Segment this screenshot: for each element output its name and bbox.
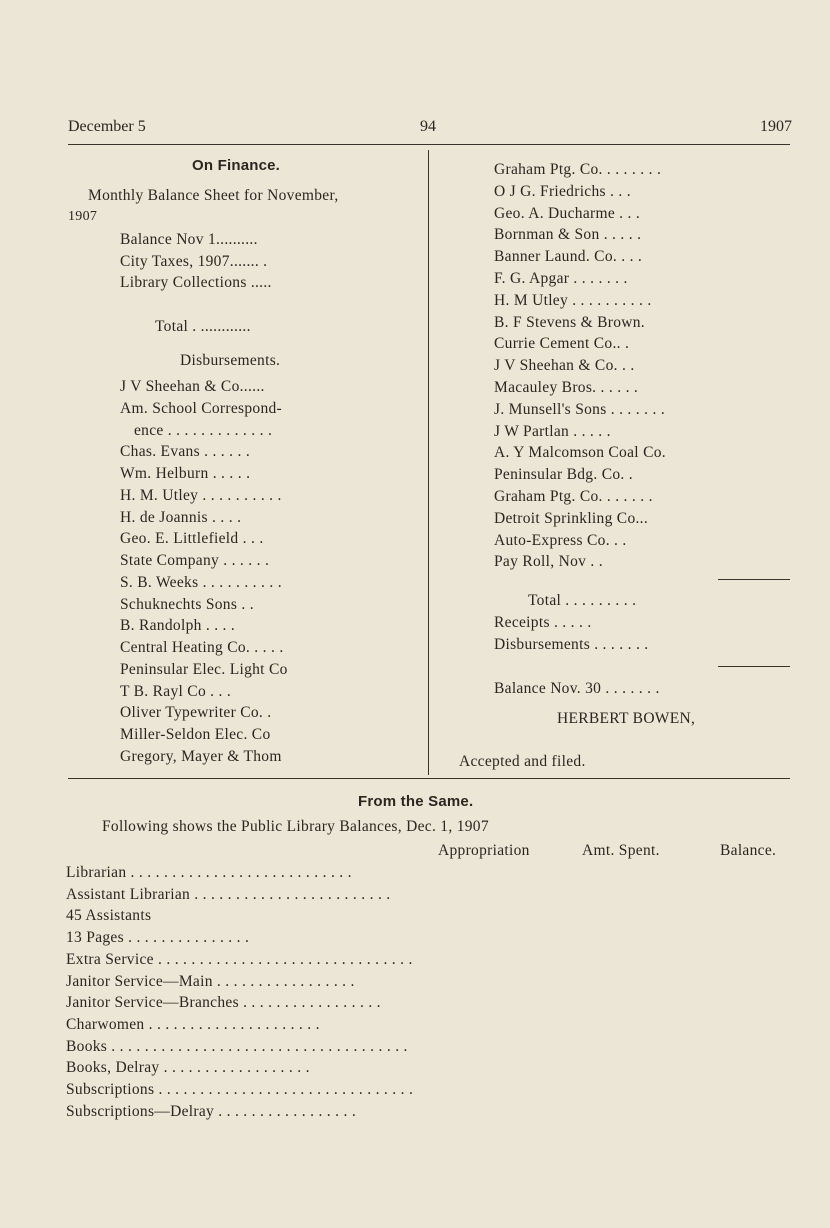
payee-name: Peninsular Elec. Light Co <box>120 661 288 678</box>
column-header-spent: Amt. Spent. <box>582 842 660 859</box>
payee-name: Bornman & Son . . . . . <box>494 226 642 243</box>
payee-name: Miller-Seldon Elec. Co <box>120 726 271 743</box>
balance-rule <box>718 666 790 667</box>
payee-name: J. Munsell's Sons . . . . . . . <box>494 401 665 418</box>
payee-name: J W Partlan . . . . . <box>494 423 611 440</box>
budget-line-label: 45 Assistants <box>66 907 152 924</box>
header-rule <box>68 144 790 145</box>
payee-name: Am. School Correspond- <box>120 400 283 417</box>
payee-name: J V Sheehan & Co. . . <box>494 357 635 374</box>
library-heading: From the Same. <box>358 793 474 810</box>
payee-name: A. Y Malcomson Coal Co. <box>494 444 666 461</box>
payee-name: State Company . . . . . . <box>120 552 270 569</box>
finance-intro-line2: 1907 <box>68 209 98 224</box>
payee-name: Wm. Helburn . . . . . <box>120 465 251 482</box>
budget-line-label: Books, Delray . . . . . . . . . . . . . . . . . . <box>66 1059 310 1076</box>
summary-label: Receipts . . . . . <box>494 614 592 631</box>
column-divider <box>428 150 429 775</box>
column-header-balance: Balance. <box>720 842 777 859</box>
signer-name: HERBERT BOWEN, <box>557 710 696 727</box>
payee-name: Peninsular Bdg. Co. . <box>494 466 633 483</box>
page-number: 94 <box>420 118 436 135</box>
budget-line-label: Books . . . . . . . . . . . . . . . . . . . . . . . . . . . . . . . . . . . . <box>66 1038 408 1055</box>
payee-name: Central Heating Co. . . . . <box>120 639 284 656</box>
payee-name: F. G. Apgar . . . . . . . <box>494 270 628 287</box>
payee-name: T B. Rayl Co . . . <box>120 683 232 700</box>
budget-line-label: Assistant Librarian . . . . . . . . . . . . . . . . . . . . . . . . <box>66 886 391 903</box>
balance-item-label: Library Collections ..... <box>120 274 272 291</box>
section-rule <box>68 778 790 779</box>
payee-name: Gregory, Mayer & Thom <box>120 748 282 765</box>
budget-line-label: Subscriptions . . . . . . . . . . . . . . . . . . . . . . . . . . . . . . . <box>66 1081 414 1098</box>
balance-label: Balance Nov. 30 . . . . . . . <box>494 680 660 697</box>
accepted-note: Accepted and filed. <box>459 753 586 770</box>
finance-intro-line1: Monthly Balance Sheet for November, <box>88 187 339 204</box>
payee-name: Graham Ptg. Co. . . . . . . . <box>494 161 662 178</box>
payee-name: Detroit Sprinkling Co... <box>494 510 649 527</box>
payee-name: H. de Joannis . . . . <box>120 509 242 526</box>
payee-name: Geo. A. Ducharme . . . <box>494 205 641 222</box>
balance-item-label: Balance Nov 1.......... <box>120 231 258 248</box>
payee-name: Schuknechts Sons . . <box>120 596 254 613</box>
payee-name: B. F Stevens & Brown. <box>494 314 645 331</box>
total-label: Total . ............ <box>155 318 251 335</box>
budget-line-label: Janitor Service—Main . . . . . . . . . . . . . . . . . <box>66 973 355 990</box>
summary-label: Disbursements . . . . . . . <box>494 636 649 653</box>
payee-name: Oliver Typewriter Co. . <box>120 704 272 721</box>
payee-name: Chas. Evans . . . . . . <box>120 443 251 460</box>
budget-line-label: Janitor Service—Branches . . . . . . . . . . . . . . . . . <box>66 994 381 1011</box>
payee-name: O J G. Friedrichs . . . <box>494 183 631 200</box>
summary-label: Total . . . . . . . . . <box>528 592 637 609</box>
header-date: December 5 <box>68 118 146 135</box>
header-year: 1907 <box>760 118 792 135</box>
payee-name: H. M Utley . . . . . . . . . . <box>494 292 652 309</box>
payee-name: Auto-Express Co. . . <box>494 532 627 549</box>
library-intro: Following shows the Public Library Balances, Dec. 1, 1907 <box>102 818 489 835</box>
budget-line-label: Extra Service . . . . . . . . . . . . . . . . . . . . . . . . . . . . . . . <box>66 951 413 968</box>
payee-name: Geo. E. Littlefield . . . <box>120 530 264 547</box>
column-header-appropriation: Appropriation <box>438 842 530 859</box>
disbursements-heading: Disbursements. <box>180 352 281 369</box>
running-header <box>68 118 792 140</box>
payee-name: H. M. Utley . . . . . . . . . . <box>120 487 282 504</box>
balance-item-label: City Taxes, 1907....... . <box>120 253 268 270</box>
payee-name: Graham Ptg. Co. . . . . . . <box>494 488 653 505</box>
budget-line-label: Charwomen . . . . . . . . . . . . . . . . . . . . . <box>66 1016 320 1033</box>
payee-name: ence . . . . . . . . . . . . . <box>134 422 273 439</box>
payee-name: Macauley Bros. . . . . . <box>494 379 639 396</box>
finance-heading: On Finance. <box>192 157 281 174</box>
budget-line-label: Librarian . . . . . . . . . . . . . . . . . . . . . . . . . . . <box>66 864 352 881</box>
budget-line-label: 13 Pages . . . . . . . . . . . . . . . <box>66 929 250 946</box>
subtotal-rule <box>718 579 790 580</box>
budget-line-label: Subscriptions—Delray . . . . . . . . . . . . . . . . . <box>66 1103 357 1120</box>
payee-name: Pay Roll, Nov . . <box>494 553 603 570</box>
payee-name: Currie Cement Co.. . <box>494 335 630 352</box>
payee-name: Banner Laund. Co. . . . <box>494 248 643 265</box>
payee-name: S. B. Weeks . . . . . . . . . . <box>120 574 282 591</box>
payee-name: B. Randolph . . . . <box>120 617 236 634</box>
payee-name: J V Sheehan & Co...... <box>120 378 265 395</box>
